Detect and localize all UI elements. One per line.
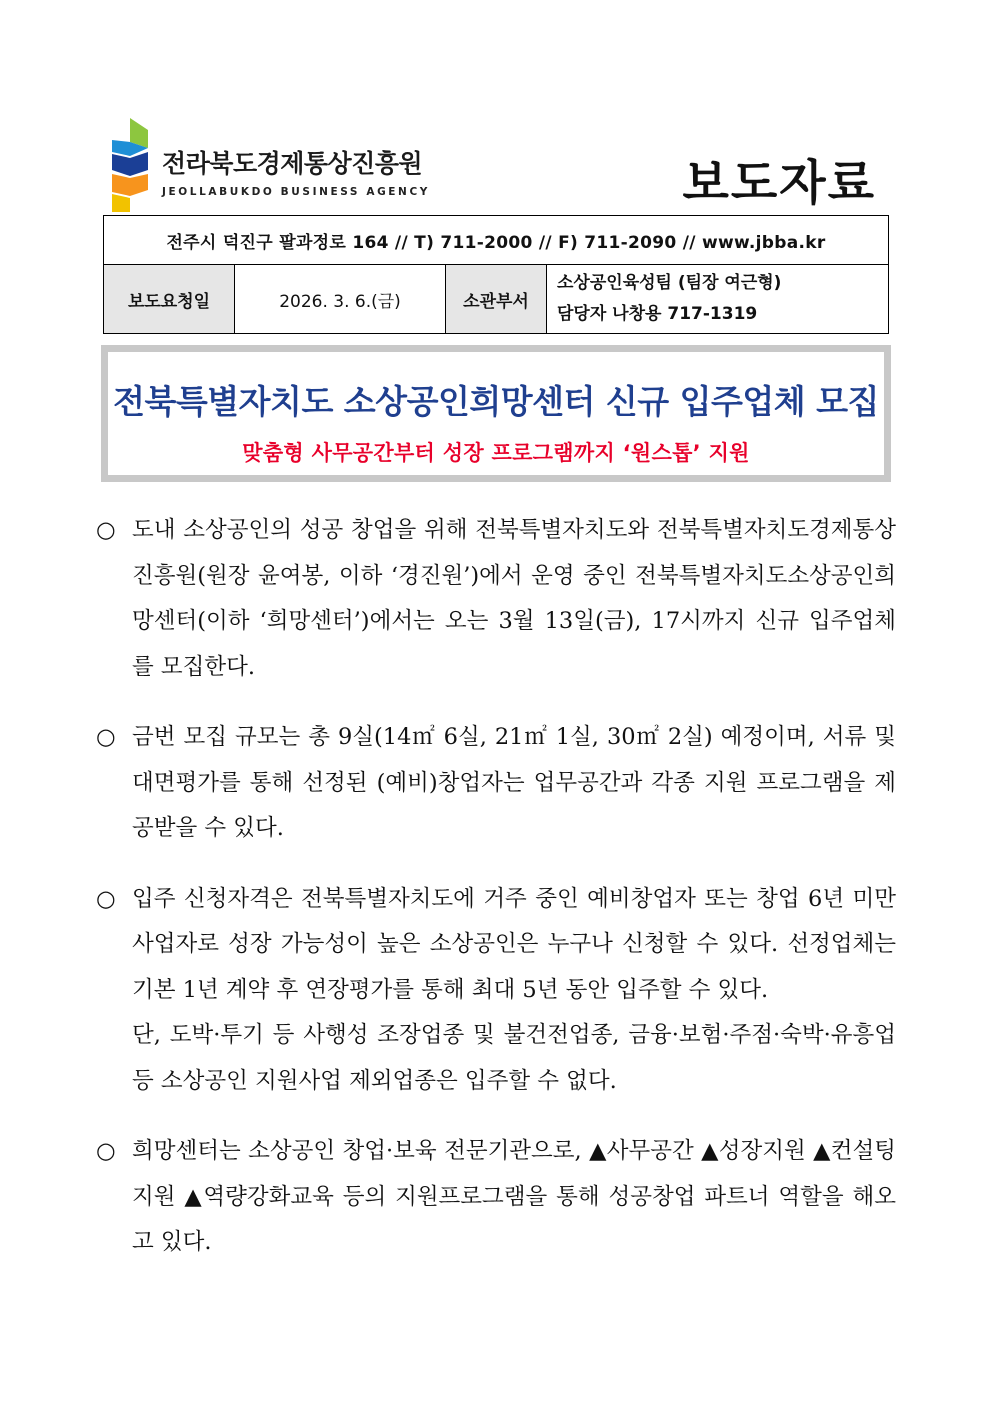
paragraph-note: 단, 도박·투기 등 사행성 조장업종 및 불건전업종, 금융·보험·주점·숙박·유흥업 등 소상공인 지원사업 제외업종은 입주할 수 없다. <box>132 1022 896 1094</box>
address-contact-line: 전주시 덕진구 팔과정로 164 // T) 711-2000 // F) 711-2090 // www.jbba.kr <box>104 216 889 265</box>
agency-logo-icon <box>108 118 158 212</box>
circle-bullet-icon: ○ <box>96 724 116 750</box>
document-header <box>104 118 890 218</box>
circle-bullet-icon: ○ <box>96 885 116 912</box>
headline-title: 전북특별자치도 소상공인희망센터 신규 입주업체 모집 <box>113 382 879 421</box>
circle-bullet-icon: ○ <box>96 517 116 543</box>
body-paragraph <box>96 877 896 1105</box>
department-contact: 담당자 나창용 717-1319 <box>557 304 758 324</box>
article-body <box>96 508 896 1291</box>
paragraph-text: 입주 신청자격은 전북특별자치도에 거주 중인 예비창업자 또는 창업 6년 미만 사업자로 성장 가능성이 높은 소상공인은 누구나 신청할 수 있다. 선정업체는 기본 1년 계약 후 연장평가를 통해 최대 5년 동안 입주할 수 있다. <box>132 885 896 1003</box>
body-paragraph <box>96 508 896 690</box>
press-release-title: 보도자료 <box>682 155 876 211</box>
paragraph-text: 금번 모집 규모는 총 9실(14㎡ 6실, 21㎡ 1실, 30㎡ 2실) 예정이며, 서류 및 대면평가를 통해 선정된 (예비)창업자는 업무공간과 각종 지원 프로그램을 제공받을 수 있다. <box>132 724 896 841</box>
paragraph-text: 도내 소상공인의 성공 창업을 위해 전북특별자치도와 전북특별자치도경제통상진흥원(원장 윤여봉, 이하 ‘경진원’)에서 운영 중인 전북특별자치도소상공인희망센터(이하 ‘희망센터’)에서는 오는 3월 13일(금), 17시까지 신규 입주업체를 모집한다. <box>132 517 896 680</box>
body-paragraph <box>96 715 896 852</box>
headline-box <box>101 345 891 482</box>
department-team: 소상공인육성팀 (팀장 여근형) <box>557 273 782 293</box>
paragraph-text: 희망센터는 소상공인 창업·보육 전문기관으로, ▲사무공간 ▲성장지원 ▲컨설팅 지원 ▲역량강화교육 등의 지원프로그램을 통해 성공창업 파트너 역할을 해오고 있다. <box>132 1138 896 1255</box>
headline-subtitle: 맞춤형 사무공간부터 성장 프로그램까지 ‘원스톱’ 지원 <box>242 441 750 465</box>
org-name-ko: 전라북도경제통상진흥원 <box>162 149 423 178</box>
body-paragraph <box>96 1129 896 1266</box>
request-date-value: 2026. 3. 6.(금) <box>235 265 446 334</box>
request-date-label: 보도요청일 <box>104 265 235 334</box>
agency-logo-text <box>162 144 430 198</box>
org-name-en: JEOLLABUKDO BUSINESS AGENCY <box>162 186 430 198</box>
contact-info-table <box>103 215 889 334</box>
department-label: 소관부서 <box>446 265 547 334</box>
department-value <box>547 265 889 334</box>
circle-bullet-icon: ○ <box>96 1138 116 1164</box>
